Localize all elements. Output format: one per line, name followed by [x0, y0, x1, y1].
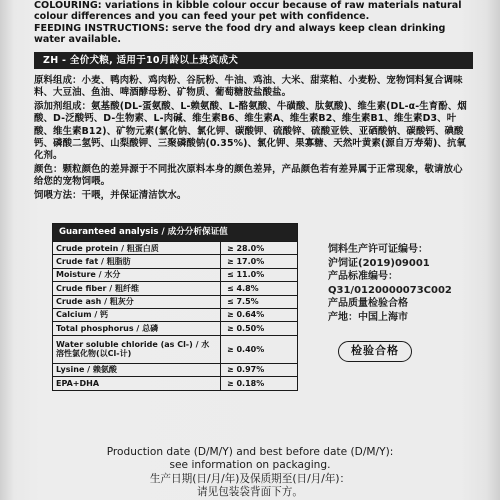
row-name: Lysine / 赖氨酸 — [53, 364, 221, 376]
dates-zh-line-2: 请见包装袋背面下方。 — [197, 486, 303, 499]
row-value: ≤ 11.0% — [227, 270, 265, 280]
zh-header-bar: ZH - 全价犬粮, 适用于10月龄以上贵宾成犬 — [34, 52, 473, 69]
row-name: Moisture / 水分 — [53, 269, 221, 281]
table-title: Guaranteed analysis / 成分分析保证值 — [53, 224, 297, 241]
dates-zh-line-1: 生产日期(日/月/年)及保质期至(日/月/年)： — [149, 472, 351, 485]
guaranteed-analysis-table — [52, 223, 298, 391]
table-row — [53, 363, 297, 376]
colour-text: 颜色：颗粒颜色的差异源于不同批次原料本身的颜色差异，产品颜色若有差异属于正常现象，敬请放心给您的宠物饲喂。 — [34, 163, 463, 188]
row-name: Crude ash / 粗灰分 — [53, 296, 221, 308]
row-value: ≤ 7.5% — [227, 297, 259, 307]
standard-value: Q31/0120000073C002 — [328, 284, 452, 296]
colouring-paragraph — [34, 0, 474, 23]
row-value: ≥ 28.0% — [227, 243, 265, 253]
colouring-label: COLOURING: — [34, 0, 102, 11]
quality-label: 产品质量检验合格 — [328, 298, 408, 310]
license-label: 饲料生产许可证编号： — [328, 244, 428, 255]
feeding-label: FEEDING INSTRUCTIONS: — [34, 22, 169, 34]
row-name: Calcium / 钙 — [53, 309, 221, 321]
dates-block — [0, 446, 500, 500]
row-value: ≥ 0.18% — [227, 378, 265, 388]
row-name: Crude fiber / 粗纤维 — [53, 282, 221, 294]
table-row — [53, 268, 297, 281]
row-name: Crude fat / 粗脂肪 — [53, 255, 221, 267]
table-row — [53, 308, 297, 321]
row-name: Water soluble chloride (as Cl-) / 水溶性氯化物(以Cl-计) — [53, 336, 221, 363]
row-value: ≤ 4.8% — [227, 283, 259, 293]
colouring-text: variations in kibble colour occur because of raw materials natural colour differences and you can feed your pet with confidence. — [34, 0, 462, 23]
dates-en-line-2: see information on packaging. — [169, 459, 331, 472]
origin-label: 产地：中国上海市 — [328, 311, 408, 323]
row-value: ≥ 0.40% — [227, 344, 265, 354]
row-name: Total phosphorus / 总磷 — [53, 322, 221, 334]
row-value: ≥ 0.50% — [227, 323, 265, 333]
row-name: EPA+DHA — [53, 377, 221, 389]
english-info-block — [34, 0, 474, 46]
dates-en-line-1: Production date (D/M/Y) and best before date (D/M/Y): — [106, 446, 394, 458]
table-row — [53, 281, 297, 294]
row-value: ≥ 0.97% — [227, 365, 265, 375]
standard-label: 产品标准编号： — [328, 271, 398, 283]
row-value: ≥ 0.64% — [227, 310, 265, 320]
additives-text: 添加剂组成：氨基酸(DL-蛋氨酸、L-赖氨酸、L-酪氨酸、牛磺酸、肽氨酸)、维生素(DL-α-生育酚、烟酸、D-泛酸钙、D-生物素、L-肉碱、维生素B6、维生素A、维生素B2、维生素B1、维生素D3、叶酸、维生素B12)、矿物元素(氯化钠、氯化钾、碳酸钾、硫酸锌、硫酸亚铁、亚硒酸钠、碳酸钙、碘酸钙、磷酸二氢钙、山梨酸钾、三聚磷酸钠(0.35%)、氯化钾、果寡糖、天然叶黄素(源自万寿菊)、抗氧化剂。 — [34, 100, 467, 162]
table-row — [53, 321, 297, 334]
inspection-passed-badge: 检验合格 — [338, 341, 412, 362]
table-row — [53, 241, 297, 254]
raw-materials-text: 原料组成：小麦、鸭肉粉、鸡肉粉、谷朊粉、牛油、鸡油、大米、甜菜粕、小麦粉、宠物饲料复合调味料、大豆油、鱼油、啤酒酵母粉、矿物质、葡萄糖胺盐酸盐。 — [34, 75, 463, 99]
row-name: Crude protein / 粗蛋白质 — [53, 242, 221, 254]
feeding-text: serve the food dry and always keep clean drinking water available. — [34, 22, 446, 46]
zh-description — [34, 75, 468, 203]
table-row — [53, 254, 297, 267]
feeding-paragraph — [34, 23, 474, 46]
row-value: ≥ 17.0% — [227, 256, 265, 266]
table-row — [53, 376, 297, 389]
license-value: 沪饲证(2019)09001 — [328, 257, 430, 269]
table-row — [53, 335, 297, 363]
feeding-method-text: 饲喂方法：干喂，并保证清洁饮水。 — [34, 189, 187, 201]
table-row — [53, 295, 297, 308]
license-info-block — [328, 243, 488, 325]
